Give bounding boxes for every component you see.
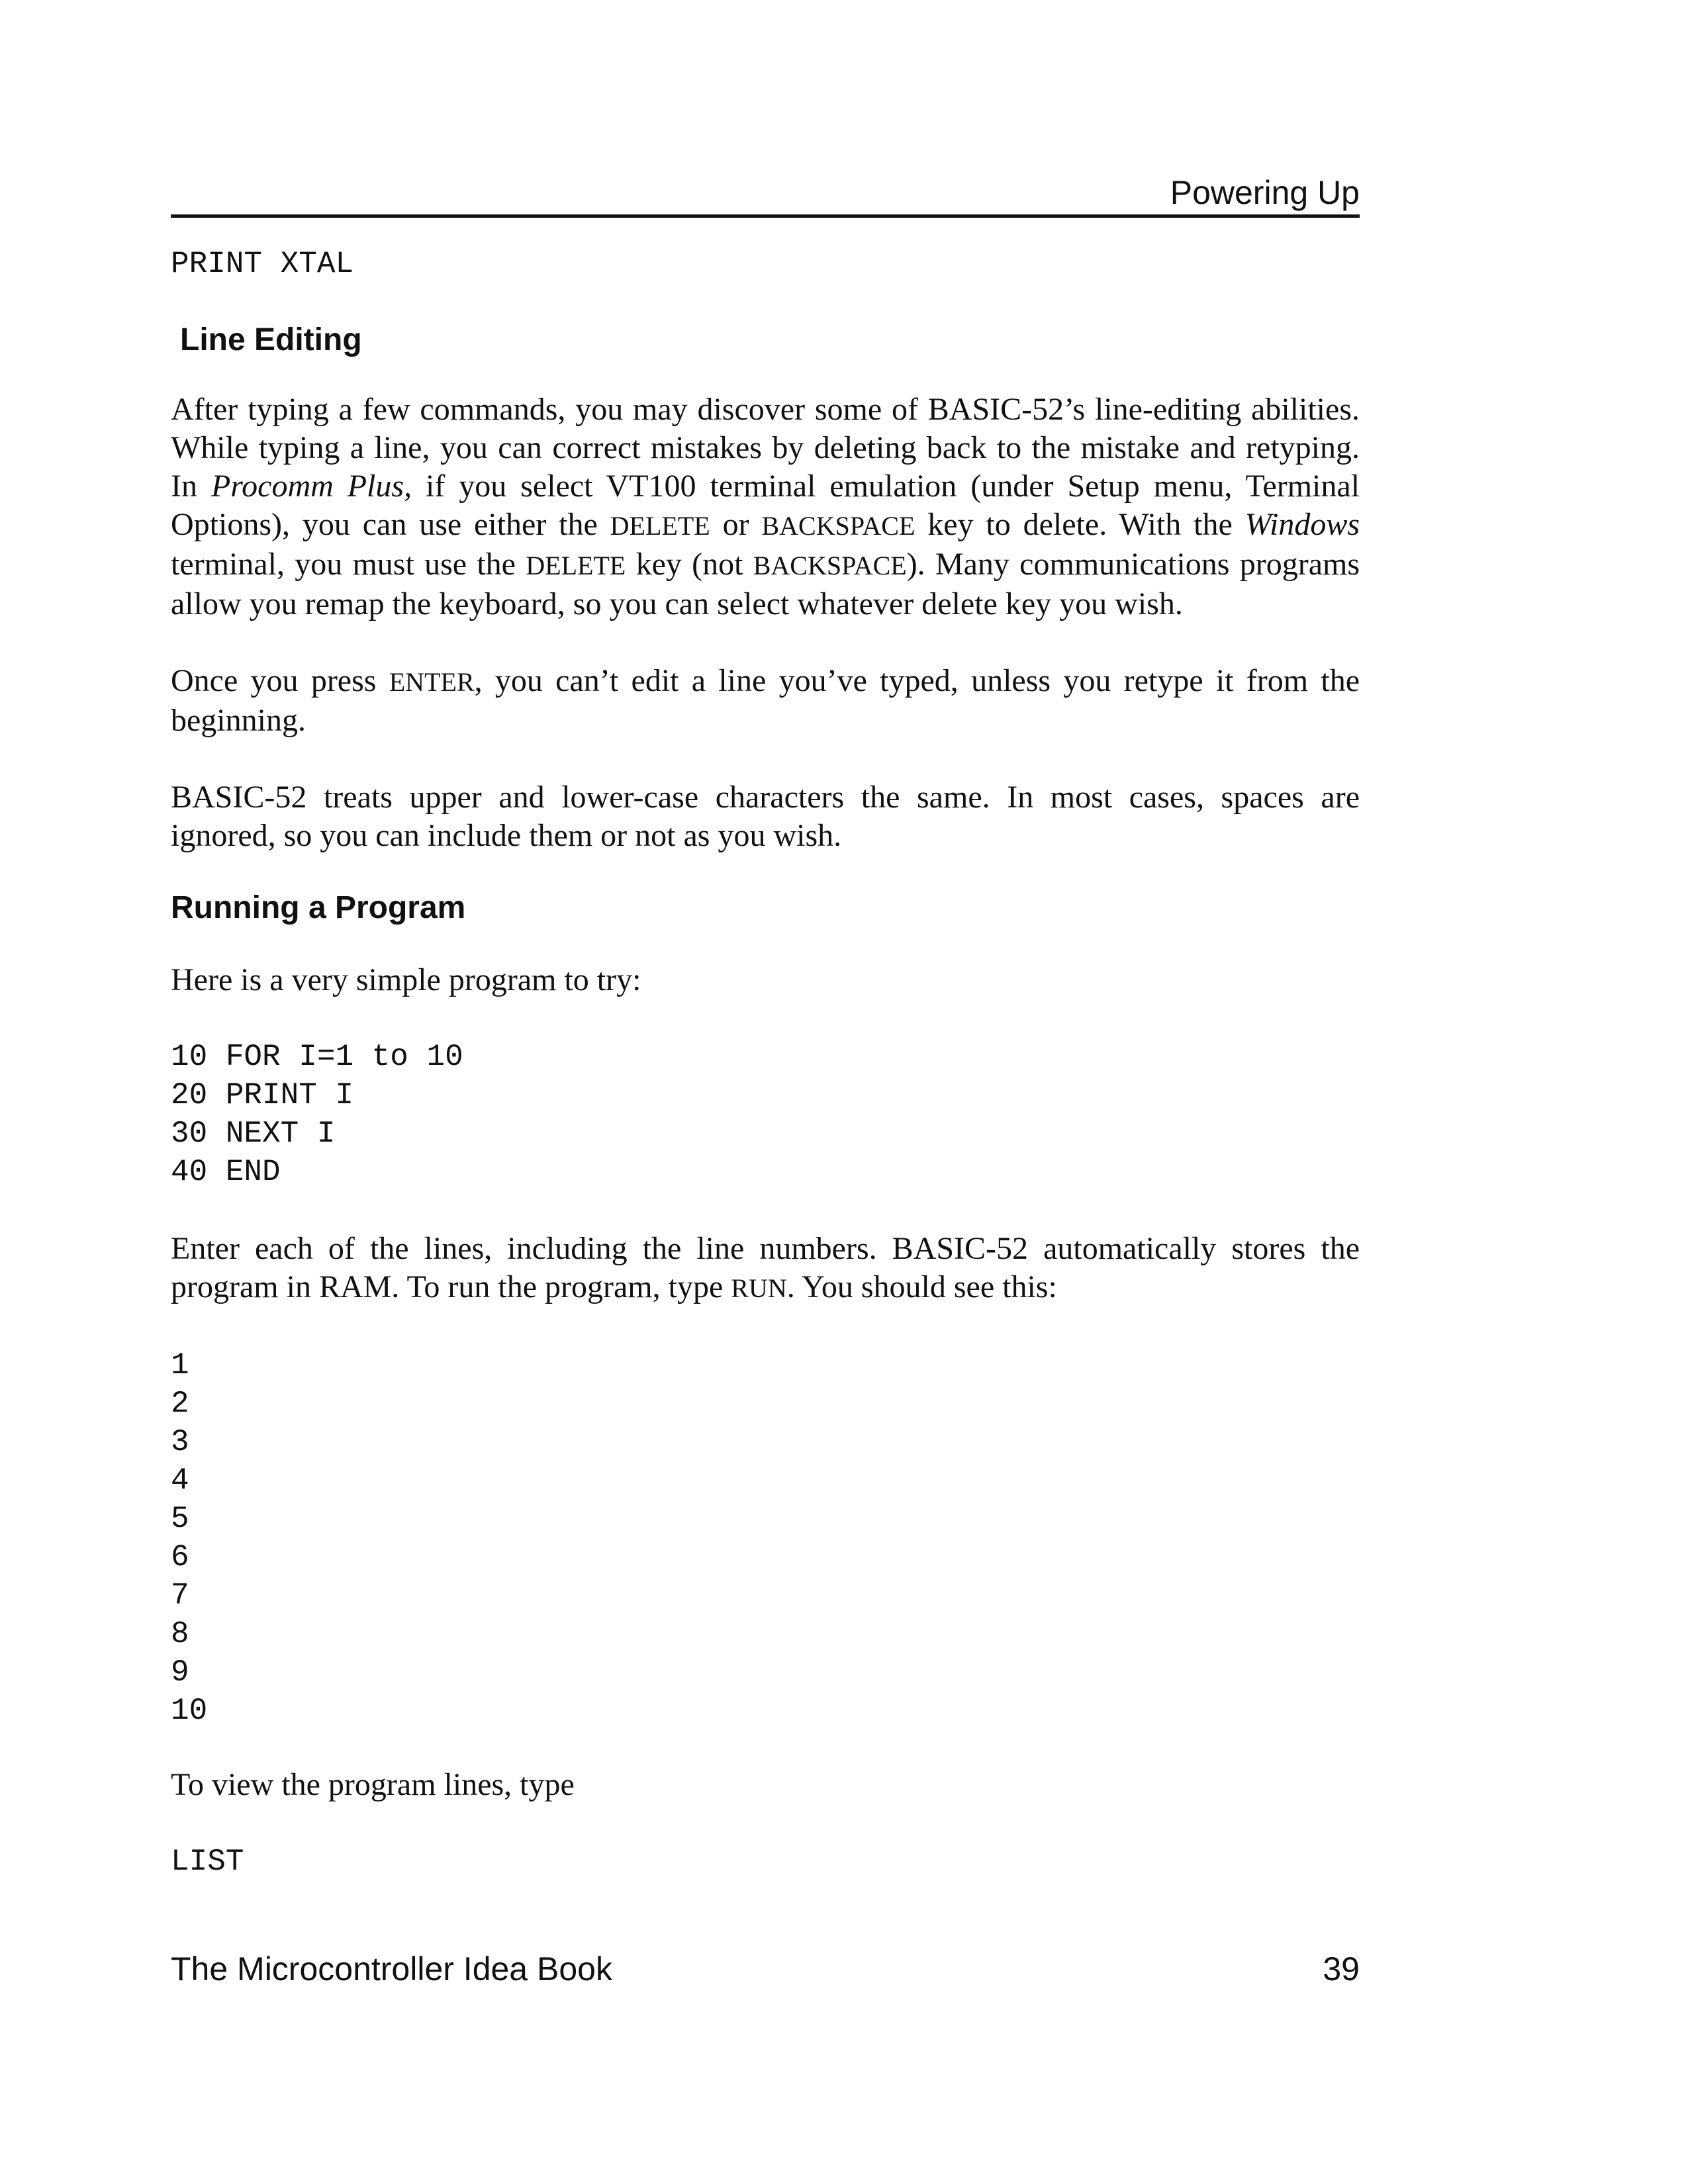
windows-text: Windows xyxy=(1244,507,1360,542)
running-header xyxy=(171,173,1360,218)
text-span: Enter each of the lines, including the line numbers. BASIC-52 automatically stores the program in RAM. To run the program, type xyxy=(171,1231,1360,1304)
program-line: 40 END xyxy=(171,1155,281,1189)
program-line: 10 FOR I=1 to 10 xyxy=(171,1040,463,1074)
text-span: After typing a few commands, you may discover some of BASIC-52’s line-editing abilities. While typing a line, you can correct mistakes by deleting back to the mistake and retyping. In xyxy=(171,392,1360,504)
header-title: Powering Up xyxy=(1170,174,1360,211)
paragraph-enter-lines xyxy=(171,1230,1360,1308)
text-span: if you select VT100 terminal emulation (under Setup menu, Terminal Options), you can use either the xyxy=(171,469,1360,542)
key-delete: DELETE xyxy=(610,511,710,541)
text-span: Once you press xyxy=(171,663,389,698)
heading-running-a-program: Running a Program xyxy=(171,890,466,925)
procomm-plus-text: Procomm Plus, xyxy=(211,469,412,504)
key-delete: DELETE xyxy=(526,551,626,580)
text-span: key to delete. With the xyxy=(915,507,1245,542)
text-span: ). Many communications programs allow you remap the keyboard, so you can select whatever delete key you wish. xyxy=(171,547,1360,621)
text-span: or xyxy=(710,507,762,542)
output-line: 4 xyxy=(171,1463,189,1498)
footer-book-title: The Microcontroller Idea Book xyxy=(171,1950,612,1987)
key-enter: ENTER xyxy=(389,667,475,697)
text-span: key (not xyxy=(626,547,753,582)
output-line: 1 xyxy=(171,1348,189,1383)
page-content xyxy=(171,245,1360,1881)
key-backspace: BACKSPACE xyxy=(753,551,907,580)
program-line: 20 PRINT I xyxy=(171,1078,354,1113)
heading-line-editing: Line Editing xyxy=(180,322,362,357)
command-run: RUN xyxy=(731,1273,787,1303)
output-line: 10 xyxy=(171,1694,208,1728)
code-list: LIST xyxy=(171,1844,244,1879)
code-print-xtal: PRINT XTAL xyxy=(171,247,354,281)
text-span: . You should see this: xyxy=(786,1269,1057,1304)
text-span: , you can’t edit a line you’ve typed, unless you retype it from the beginning. xyxy=(171,663,1360,738)
program-line: 30 NEXT I xyxy=(171,1116,336,1151)
paragraph-line-editing xyxy=(171,390,1360,623)
output-line: 3 xyxy=(171,1425,189,1459)
paragraph-program-intro: Here is a very simple program to try: xyxy=(171,962,641,997)
output-line: 8 xyxy=(171,1617,189,1651)
output-line: 7 xyxy=(171,1578,189,1613)
text-span: terminal, you must use the xyxy=(171,547,526,582)
output-line: 6 xyxy=(171,1540,189,1574)
page-number: 39 xyxy=(1323,1950,1360,1987)
paragraph-case-spaces: BASIC-52 treats upper and lower-case characters the same. In most cases, spaces are ignored, so you can include them or not as you wish. xyxy=(171,780,1360,853)
key-backspace: BACKSPACE xyxy=(761,511,915,541)
output-line: 9 xyxy=(171,1655,189,1690)
output-line: 5 xyxy=(171,1502,189,1536)
page-footer xyxy=(171,1946,1360,1992)
program-listing xyxy=(171,1038,1360,1191)
output-line: 2 xyxy=(171,1387,189,1421)
paragraph-enter-key xyxy=(171,662,1360,740)
program-output xyxy=(171,1346,1360,1730)
paragraph-view-lines: To view the program lines, type xyxy=(171,1767,575,1802)
